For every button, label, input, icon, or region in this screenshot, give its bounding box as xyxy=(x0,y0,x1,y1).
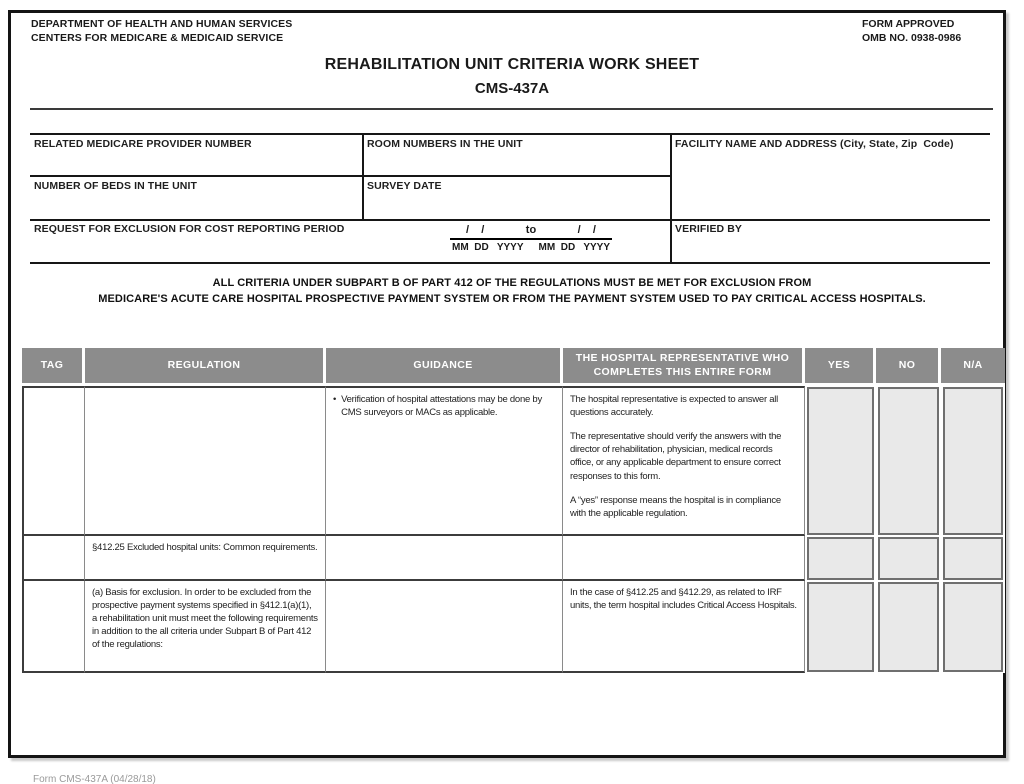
col-header-regulation: REGULATION xyxy=(85,348,326,386)
row1-yes-cell[interactable] xyxy=(807,387,874,535)
form-approved-block xyxy=(862,17,961,45)
room-numbers-field[interactable] xyxy=(365,150,668,174)
col-header-representative: THE HOSPITAL REPRESENTATIVE WHO COMPLETES THIS ENTIRE FORM xyxy=(563,348,805,386)
row2-yes-cell-wrap xyxy=(805,536,876,581)
date-slashes-to: / / xyxy=(577,224,596,236)
row2-regulation-text: §412.25 Excluded hospital units: Common requirements. xyxy=(92,542,318,553)
row2-tag-cell xyxy=(22,536,85,581)
row1-rep-paragraph1: The hospital representative is expected to answer all questions accurately. xyxy=(570,394,779,419)
fields-divider-col1 xyxy=(362,133,364,221)
form-approved-label: FORM APPROVED xyxy=(862,18,955,30)
row3-yes-cell-wrap xyxy=(805,581,876,673)
row3-yes-cell[interactable] xyxy=(807,582,874,672)
criteria-notice-line2: MEDICARE'S ACUTE CARE HOSPITAL PROSPECTIVE PAYMENT SYSTEM OR FROM THE PAYMENT SYSTEM USED TO PAY CRITICAL ACCESS HOSPITALS. xyxy=(98,292,926,305)
beds-label: NUMBER OF BEDS IN THE UNIT xyxy=(34,180,198,192)
agency-line1: DEPARTMENT OF HEALTH AND HUMAN SERVICES xyxy=(31,18,293,30)
omb-number: OMB NO. 0938-0986 xyxy=(862,32,962,45)
date-format-to: MM DD YYYY xyxy=(538,242,610,253)
verified-by-field[interactable] xyxy=(674,236,988,260)
row1-rep-paragraph2: The representative should verify the answers with the director of rehabilitation, physician, medical records office, or any applicable department to ensure correct responses to this form. xyxy=(570,431,782,482)
row3-tag-cell xyxy=(22,581,85,673)
page-subtitle: CMS-437A xyxy=(474,80,550,97)
fields-border-top xyxy=(30,133,990,135)
beds-field[interactable] xyxy=(32,192,360,217)
row2-na-cell-wrap xyxy=(941,536,1005,581)
row2-na-cell[interactable] xyxy=(943,537,1003,580)
cost-reporting-period-dates[interactable] xyxy=(450,224,612,253)
row2-representative-cell xyxy=(563,536,805,581)
agency-header xyxy=(31,17,292,45)
row2-no-cell[interactable] xyxy=(878,537,939,580)
row3-guidance-cell xyxy=(326,581,563,673)
row1-na-cell[interactable] xyxy=(943,387,1003,535)
fields-divider-col2 xyxy=(670,133,672,264)
col-header-na: N/A xyxy=(941,348,1005,386)
date-slashes-from: / / xyxy=(466,224,485,236)
facility-field[interactable] xyxy=(674,150,988,217)
row1-representative-cell xyxy=(563,386,805,536)
row1-no-cell[interactable] xyxy=(878,387,939,535)
col-header-yes: YES xyxy=(805,348,876,386)
row1-yes-cell-wrap xyxy=(805,386,876,536)
page-title: REHABILITATION UNIT CRITERIA WORK SHEET xyxy=(324,56,700,73)
row3-representative-text: In the case of §412.25 and §412.29, as related to IRF units, the term hospital includes Critical Access Hospitals. xyxy=(570,587,797,612)
facility-label: FACILITY NAME AND ADDRESS (City, State, Zip Code) xyxy=(675,138,954,150)
row3-no-cell[interactable] xyxy=(878,582,939,672)
row1-tag-cell xyxy=(22,386,85,536)
agency-line2: CENTERS FOR MEDICARE & MEDICAID SERVICE xyxy=(31,32,284,45)
row1-na-cell-wrap xyxy=(941,386,1005,536)
bullet-icon: • xyxy=(333,394,337,405)
row2-regulation-cell xyxy=(85,536,326,581)
col-header-no: NO xyxy=(876,348,941,386)
fields-border-row1 xyxy=(30,175,670,177)
col-header-tag: TAG xyxy=(22,348,85,386)
provider-number-field[interactable] xyxy=(32,150,360,174)
col-header-guidance: GUIDANCE xyxy=(326,348,563,386)
row1-rep-paragraph3: A “yes” response means the hospital is in compliance with the applicable regulation. xyxy=(570,494,781,519)
row1-guidance-cell xyxy=(326,386,563,536)
survey-date-label: SURVEY DATE xyxy=(367,180,442,192)
criteria-table xyxy=(22,348,1005,673)
row3-regulation-text: (a) Basis for exclusion. In order to be excluded from the prospective payment systems specified in §412.1(a)(1), a rehabilitation unit must meet the following requirements in addition to the all criteria under Subpart B of Part 412 of the regulations: xyxy=(92,587,318,651)
row2-guidance-cell xyxy=(326,536,563,581)
date-entry-line[interactable] xyxy=(450,224,612,240)
row1-regulation-cell xyxy=(85,386,326,536)
row1-no-cell-wrap xyxy=(876,386,941,536)
row2-no-cell-wrap xyxy=(876,536,941,581)
form-number-footer: Form CMS-437A (04/28/18) xyxy=(33,774,156,784)
title-divider xyxy=(30,108,993,110)
row1-guidance-text: Verification of hospital attestations may be done by CMS surveyors or MACs as applicable. xyxy=(341,394,542,419)
date-format-from: MM DD YYYY xyxy=(452,242,524,253)
row3-na-cell-wrap xyxy=(941,581,1005,673)
fields-border-row2 xyxy=(30,219,990,221)
row3-regulation-cell xyxy=(85,581,326,673)
verified-by-label: VERIFIED BY xyxy=(675,223,743,235)
row3-no-cell-wrap xyxy=(876,581,941,673)
row2-yes-cell[interactable] xyxy=(807,537,874,580)
room-numbers-label: ROOM NUMBERS IN THE UNIT xyxy=(367,138,523,150)
fields-border-bottom xyxy=(30,262,990,264)
provider-number-label: RELATED MEDICARE PROVIDER NUMBER xyxy=(34,138,252,150)
row3-na-cell[interactable] xyxy=(943,582,1003,672)
criteria-notice-line1: ALL CRITERIA UNDER SUBPART B OF PART 412 OF THE REGULATIONS MUST BE MET FOR EXCLUSION FROM xyxy=(212,277,812,289)
row3-representative-cell xyxy=(563,581,805,673)
date-format-hints xyxy=(450,240,612,253)
criteria-notice xyxy=(0,276,1024,308)
date-to-label: to xyxy=(525,224,537,236)
survey-date-field[interactable] xyxy=(365,192,668,217)
request-exclusion-label: REQUEST FOR EXCLUSION FOR COST REPORTING PERIOD xyxy=(34,223,345,235)
